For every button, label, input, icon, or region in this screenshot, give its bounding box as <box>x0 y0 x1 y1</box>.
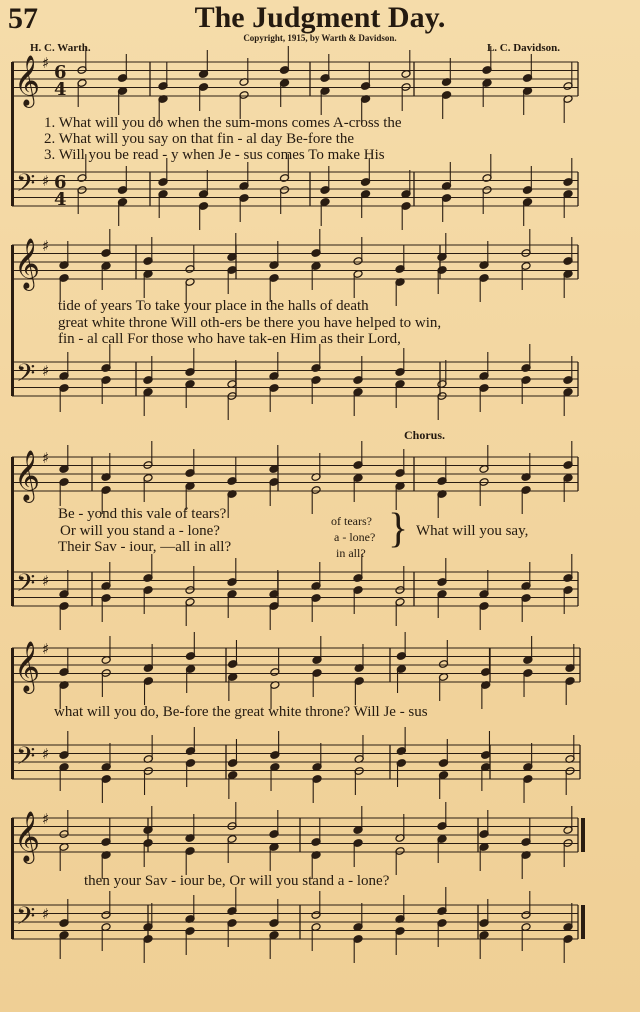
key-signature-sharp: ♯ <box>42 905 50 923</box>
bass-clef-icon: 𝄢 <box>16 359 36 394</box>
key-signature-sharp: ♯ <box>42 54 50 72</box>
lyric-verse-3: 3. Will you be read - y when Je - sus comes To make His <box>44 147 385 163</box>
chorus-lyric: then your Sav - iour be, Or will you stand a - lone? <box>84 873 390 889</box>
lyric-verse-1: Be - yond this vale of tears? <box>58 506 227 522</box>
copyright-notice: Copyright, 1915, by Warth & Davidson. <box>243 33 397 43</box>
lyricist-credit: H. C. Warth. <box>30 42 91 54</box>
key-signature-sharp: ♯ <box>42 572 50 590</box>
treble-clef-icon: 𝄞 <box>14 238 41 289</box>
treble-clef-icon: 𝄞 <box>14 811 41 862</box>
echo-verse-3: in all? <box>336 546 366 560</box>
chorus-lyric: What will you say, <box>416 523 529 539</box>
time-signature-top: 6 <box>54 172 67 193</box>
lyric-verse-3: Their Sav - iour, —all in all? <box>58 539 232 555</box>
time-signature-bottom: 4 <box>54 79 67 100</box>
key-signature-sharp: ♯ <box>42 362 50 380</box>
echo-verse-2: a - lone? <box>334 530 376 544</box>
treble-clef-icon: 𝄞 <box>14 641 41 692</box>
chorus-label: Chorus. <box>404 428 446 442</box>
bass-clef-icon: 𝄢 <box>16 742 36 777</box>
key-signature-sharp: ♯ <box>42 745 50 763</box>
treble-clef-icon: 𝄞 <box>14 55 41 106</box>
treble-clef-icon: 𝄞 <box>14 450 41 501</box>
bass-clef-icon: 𝄢 <box>16 169 36 204</box>
echo-verse-1: of tears? <box>331 514 372 528</box>
hymn-title: The Judgment Day. <box>194 1 446 34</box>
lyric-verse-1: tide of years To take your place in the halls of death <box>58 298 369 314</box>
time-signature-top: 6 <box>54 62 67 83</box>
bass-clef-icon: 𝄢 <box>16 569 36 604</box>
final-bar-line <box>581 905 585 939</box>
lyric-verse-3: fin - al call For those who have tak-en Him as their Lord, <box>58 331 401 347</box>
composer-credit: L. C. Davidson. <box>486 42 560 54</box>
key-signature-sharp: ♯ <box>42 810 50 828</box>
key-signature-sharp: ♯ <box>42 640 50 658</box>
bass-clef-icon: 𝄢 <box>16 902 36 937</box>
lyric-verse-2: Or will you stand a - lone? <box>60 523 220 539</box>
hymn-number: 57 <box>8 2 38 35</box>
lyric-verse-1: 1. What will you do when the sum-mons comes A-cross the <box>44 115 402 131</box>
lyric-verse-2: 2. What will you say on that fin - al day Be-fore the <box>44 131 355 147</box>
chorus-lyric: what will you do, Be-fore the great white throne? Will Je - sus <box>54 704 428 720</box>
key-signature-sharp: ♯ <box>42 237 50 255</box>
lyric-verse-2: great white throne Will oth-ers be there you have helped to win, <box>58 315 442 331</box>
final-bar-line <box>581 818 585 852</box>
key-signature-sharp: ♯ <box>42 172 50 190</box>
time-signature-bottom: 4 <box>54 189 67 210</box>
key-signature-sharp: ♯ <box>42 449 50 467</box>
lyric-brace: } <box>388 506 409 552</box>
